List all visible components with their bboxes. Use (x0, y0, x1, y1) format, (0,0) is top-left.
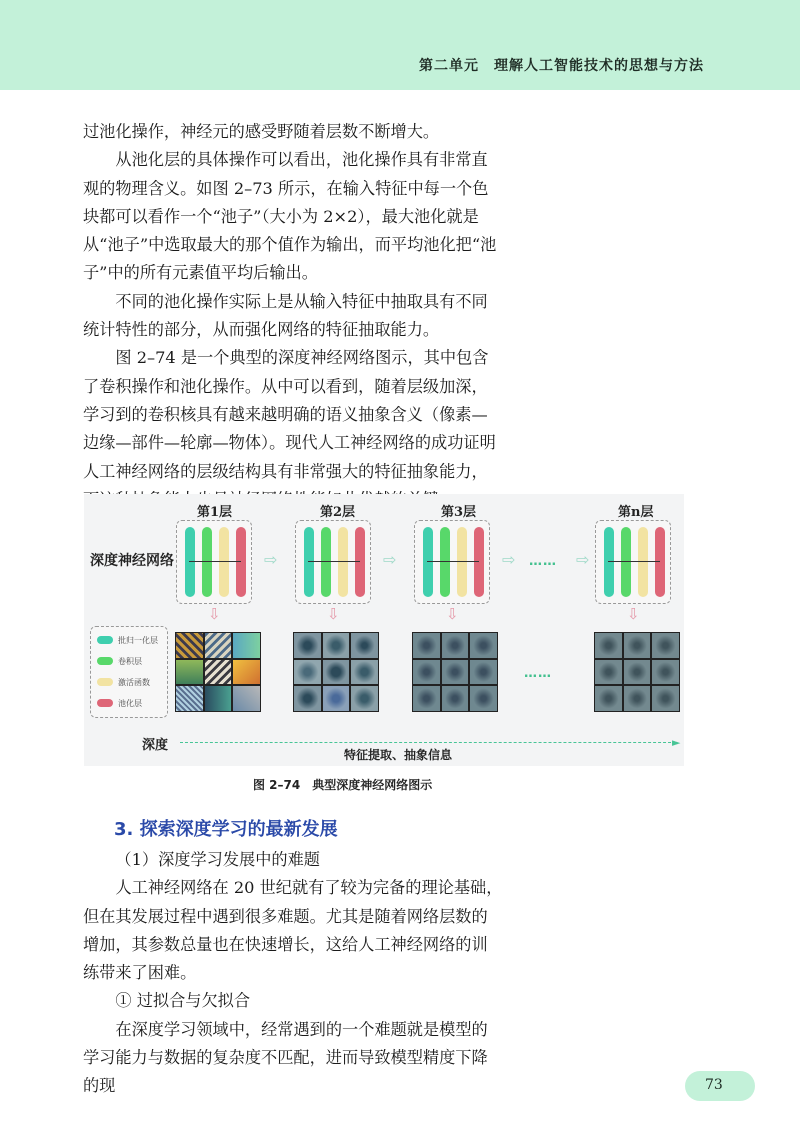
legend-item (97, 633, 158, 647)
layer-3-features (412, 632, 498, 712)
layer-2-label: 第2层 (320, 505, 356, 520)
paragraph: 人工神经网络在 20 世纪就有了较为完备的理论基础，但在其发展过程中遇到很多难题。尤其是随着网络层数的增加，其参数总量也在快速增长，这给人工神经网络的训练带来了困难。 (83, 878, 503, 983)
ellipsis: …… (529, 554, 557, 569)
layer-1-features (175, 632, 261, 712)
paragraph: 不同的池化操作实际上是从输入特征中抽取具有不同统计特性的部分，从而强化网络的特征抽取能力。 (83, 291, 488, 340)
layer-3-block (414, 520, 490, 604)
legend-label: 激活函数 (118, 677, 150, 687)
layer-n-block (595, 520, 671, 604)
paragraph: 在深度学习领域中，经常遇到的一个难题就是模型的学习能力与数据的复杂度不匹配，进而导致模型精度下降的现 (83, 1019, 488, 1096)
layer-1-label: 第1层 (197, 505, 233, 520)
subheading: ① 过拟合与欠拟合 (115, 991, 251, 1011)
layer-1-block (176, 520, 252, 604)
body-text-bottom (83, 846, 503, 1101)
layer-n-label: 第n层 (618, 505, 654, 520)
page-number: 73 (705, 1077, 723, 1093)
depth-arrow-head-icon: ► (672, 736, 681, 749)
layer-n-features (594, 632, 680, 712)
legend-item (97, 654, 142, 668)
header-band (0, 0, 800, 90)
depth-label: 深度 (142, 738, 169, 753)
legend-label: 批归一化层 (118, 635, 158, 645)
layer-3-label: 第3层 (441, 505, 477, 520)
legend-label: 卷积层 (118, 656, 142, 666)
paragraph: 图 2–74 是一个典型的深度神经网络图示，其中包含了卷积操作和池化操作。从中可以看到，随着层级加深，学习到的卷积核具有越来越明确的语义抽象含义（像素—边缘—部件—轮廓—物体）。现代人工神经网络的成功证明人工神经网络的层级结构具有非常强大的特征抽象能力， (83, 348, 496, 481)
down-arrow-icon: ⇩ (446, 605, 459, 623)
down-arrow-icon: ⇩ (208, 605, 221, 623)
down-arrow-icon: ⇩ (327, 605, 340, 623)
right-arrow-icon: ⇨ (502, 550, 516, 569)
depth-arrow-line (180, 742, 676, 743)
legend-label: 池化层 (118, 698, 142, 708)
section-title: 3. 探索深度学习的最新发展 (114, 819, 338, 840)
running-header: 第二单元 理解人工智能技术的思想与方法 (419, 58, 704, 74)
ellipsis: …… (524, 666, 552, 681)
layer-2-block (295, 520, 371, 604)
deep-network-figure (84, 494, 684, 766)
down-arrow-icon: ⇩ (627, 605, 640, 623)
right-arrow-icon: ⇨ (383, 550, 397, 569)
depth-sub-label: 特征提取、抽象信息 (344, 748, 453, 762)
right-arrow-icon: ⇨ (264, 550, 278, 569)
paragraph: 从池化层的具体操作可以看出，池化操作具有非常直观的物理含义。如图 2–73 所示，在输入特征中每一个色块都可以看作一个“池子”（大小为 2×2），最大池化就是从“池子”中选取最大的那个值作为输出，而平均池化把“池子”中的所有元素值平均后输出。 (83, 150, 497, 283)
body-text-top (83, 118, 503, 514)
network-label: 深度神经网络 (90, 553, 174, 569)
legend-item (97, 675, 150, 689)
layer-2-features (293, 632, 379, 712)
figure-caption: 图 2–74 典型深度神经网络图示 (253, 778, 433, 792)
legend-item (97, 696, 142, 710)
subheading: （1）深度学习发展中的难题 (115, 850, 320, 869)
legend (90, 626, 168, 718)
paragraph: 过池化操作，神经元的感受野随着层数不断增大。 (83, 122, 440, 141)
right-arrow-icon: ⇨ (576, 550, 590, 569)
